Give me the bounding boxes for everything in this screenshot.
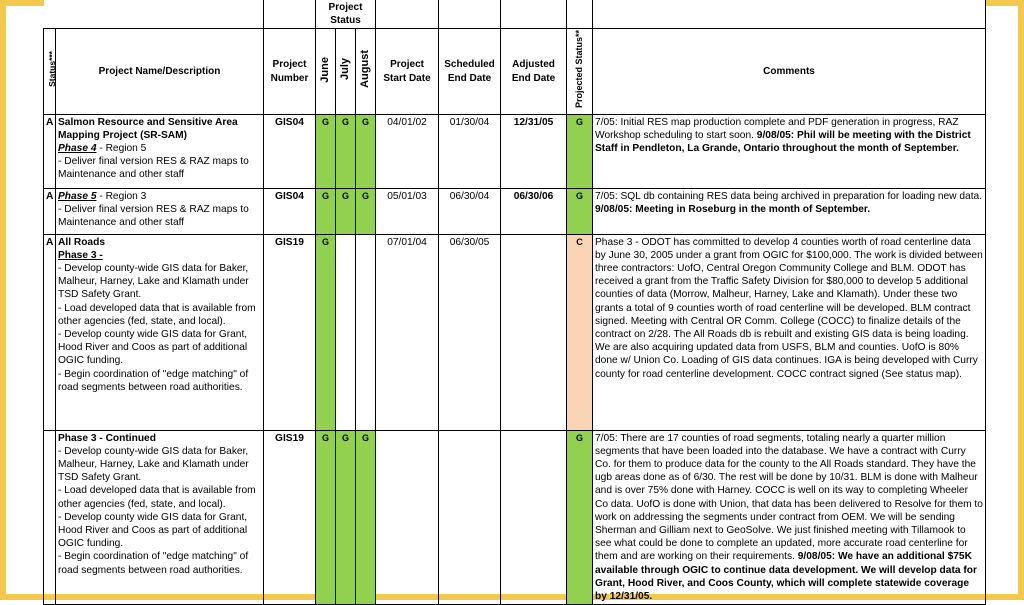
july-status: G [336,430,356,605]
project-description: Salmon Resource and Sensitive Area Mapping Project (SR-SAM) Phase 4 - Region 5 - Deliver final version RES & RAZ maps to Maintenance and other staff [56,114,264,188]
table-row [44,430,986,605]
projected-status-header: Projected Status** [567,29,593,114]
start-date [376,430,439,605]
project-number: GIS19 [264,430,316,605]
start-date: 05/01/03 [376,188,439,234]
table-row [44,188,986,234]
project-number: GIS19 [264,234,316,430]
table-row [44,234,986,430]
scheduled-end: 06/30/05 [439,234,501,430]
start-date-header: Project Start Date [376,29,439,114]
project-number-header: Project Number [264,29,316,114]
scheduled-end: 06/30/04 [439,188,501,234]
comment-cell: 7/05: SQL db containing RES data being archived in preparation for loading new data. 9/08/05: Meeting in Roseburg in the month of September. [593,188,986,234]
adjusted-end: 06/30/06 [501,188,567,234]
comment-cell: 7/05: There are 17 counties of road segments, totaling nearly a quarter million segments that have been loaded into the database. We have a contract with Curry Co. for them to produce data for the county to the All Roads standard. They have the ugb areas done as of 6/30. The rest will be done by 10/31. BLM is done with Malheur and is over 75% done with Harney. COCC is well on its way to completing Wheeler Co data. UofO is done with Union, that data has been delivered to Resolve for them to work on addressing the segments under contract from OEM. We will be sending Sherman and Gilliam next to GeoSolve. We just finished meeting with Tillamook to see what could be done to complete an updated, more accurate road centerline for them and are working on their requirements. 9/08/05: We have an additional $75K available through OGIC to continue data development. We will develop data for Grant, Hood River, and Coos County, which will complete statewide coverage by 12/31/05. [593,430,986,605]
projected-status: C [567,234,593,430]
status-header: Status*** [44,29,56,114]
scheduled-end-header: Scheduled End Date [439,29,501,114]
project-number: GIS04 [264,114,316,188]
june-status: G [316,114,336,188]
projected-status: G [567,114,593,188]
table-row [44,114,986,188]
status-cell: A [44,234,56,430]
august-header: August [356,29,376,114]
comment-cell: Phase 3 - ODOT has committed to develop 4 counties worth of road centerline data by June 30, 2005 under a grant from OGIC for $100,000. The work is divided between three contractors: UofO, Central Oregon Community College and BLM. ODOT has received a grant from the Traffic Safety Division for $80,000 to develop 5 additional counties of data (Morrow, Malheur, Harney, Lake and Klamath). Under these two grants a total of 9 counties worth of road centerline will be developed. BLM contract signed. Meeting with Central OR Comm. College (COCC) to finalize details of the contract on 2/28. The All Roads db is rebuilt and existing GIS data is being loading. We are also acquiring updated data from USFS, BLM and counties. UofO is 80% done w/ Union Co. Loading of GIS data continues. IGA is being developed with Curry county for road centerline development. COCC contract signed (See status map). [593,234,986,430]
june-header: June [316,29,336,114]
projected-status: G [567,188,593,234]
project-description: Phase 5 - Region 3 - Deliver final version RES & RAZ maps to Maintenance and other staff [56,188,264,234]
comment-cell: 7/05: Initial RES map production complete and PDF generation in progress, RAZ Workshop scheduling to start soon. 9/08/05: Phil will be meeting with the District Staff in Pendleton, La Grande, Ontario throughout the month of September. [593,114,986,188]
start-date: 07/01/04 [376,234,439,430]
project-description: Phase 3 - Continued - Develop county-wide GIS data for Baker, Malheur, Harney, Lake and Klamath under TSD Safety Grant. - Load developed data that is available from other agencies (fed, state, and local). - Develop county wide GIS data for Grant, Hood River and Coos as part of additional OGIC funding. - Begin coordination of "edge matching" of road segments between road authorities. [56,430,264,605]
scheduled-end [439,430,501,605]
july-header: July [336,29,356,114]
adjusted-end [501,430,567,605]
project-description: All Roads Phase 3 - - Develop county-wide GIS data for Baker, Malheur, Harney, Lake and Klamath under TSD Safety Grant. - Load developed data that is available from other agencies (fed, state, and local). - Develop county wide GIS data for Grant, Hood River and Coos as part of additional OGIC funding. - Begin coordination of "edge matching" of road segments between road authorities. [56,234,264,430]
project-status-table [43,0,986,605]
june-status: G [316,188,336,234]
start-date: 04/01/02 [376,114,439,188]
project-name-header: Project Name/Description [56,29,264,114]
august-status: G [356,114,376,188]
july-status: G [336,188,356,234]
status-cell [44,430,56,605]
august-status: G [356,188,376,234]
august-status [356,234,376,430]
projected-status: G [567,430,593,605]
adjusted-end: 12/31/05 [501,114,567,188]
adjusted-end [501,234,567,430]
comments-header: Comments [593,29,986,114]
adjusted-end-header: Adjusted End Date [501,29,567,114]
project-status-header: Project Status [316,0,376,29]
scheduled-end: 01/30/04 [439,114,501,188]
status-cell: A [44,114,56,188]
project-number: GIS04 [264,188,316,234]
status-cell: A [44,188,56,234]
august-status: G [356,430,376,605]
july-status [336,234,356,430]
june-status: G [316,430,336,605]
june-status: G [316,234,336,430]
july-status: G [336,114,356,188]
